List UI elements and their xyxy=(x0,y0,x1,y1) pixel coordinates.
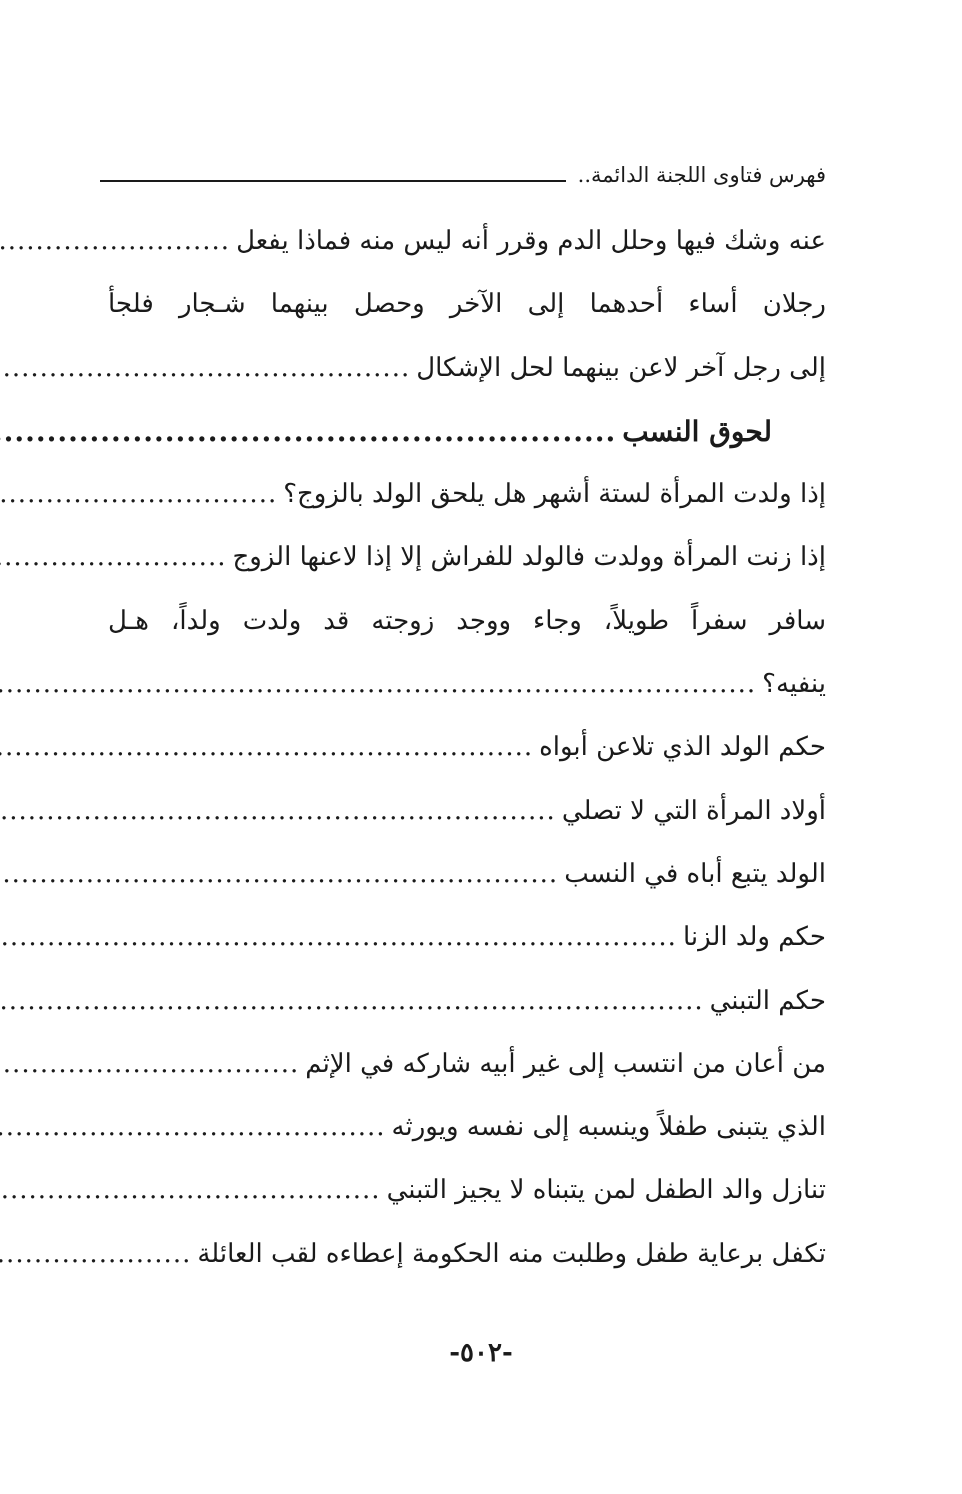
index-entry xyxy=(108,337,826,400)
index-entry xyxy=(108,1096,826,1159)
leader-dots xyxy=(0,1096,392,1159)
entry-title: سافر سفراً طويلاً، وجاء ووجد زوجته قد ولدت ولداً، هـل xyxy=(108,605,826,636)
header-rule xyxy=(100,180,566,182)
index-entry xyxy=(108,906,826,969)
leader-dots xyxy=(0,970,710,1033)
index-entry xyxy=(108,590,826,653)
entry-title: رجلان أساء أحدهما إلى الآخر وحصل بينهما شـجار فلجأ xyxy=(108,289,826,320)
entry-title: تكفل برعاية طفل وطلبت منه الحكومة إعطاءه لقب العائلة xyxy=(197,1238,826,1269)
index-entry xyxy=(108,273,826,336)
entry-title: إذا ولدت المرأة لستة أشهر هل يلحق الولد بالزوج؟ xyxy=(283,479,826,510)
entry-title: عنه وشك فيها وحلل الدم وقرر أنه ليس منه فماذا يفعل xyxy=(236,226,826,256)
index-entry xyxy=(108,526,826,589)
leader-dots xyxy=(0,210,236,273)
entry-title: حكم الولد الذي تلاعن أبواه xyxy=(539,732,826,763)
index-list xyxy=(108,210,826,1286)
entry-title: حكم ولد الزنا xyxy=(682,922,826,953)
leader-dots xyxy=(0,463,283,526)
leader-dots xyxy=(0,716,539,779)
index-entry xyxy=(108,716,826,779)
index-entry xyxy=(108,653,826,716)
leader-dots xyxy=(0,1159,387,1222)
running-header xyxy=(100,146,826,186)
index-entry xyxy=(108,780,826,843)
entry-title: الولد يتبع أباه في النسب xyxy=(564,858,826,889)
leader-dots xyxy=(0,843,564,906)
header-title: فهرس فتاوى اللجنة الدائمة.. xyxy=(577,163,826,187)
entry-title: الذي يتبنى طفلاً وينسبه إلى نفسه ويورثه xyxy=(391,1112,826,1143)
section-title: لحوق النسب xyxy=(622,414,772,448)
index-entry xyxy=(108,1033,826,1096)
index-entry xyxy=(108,210,826,273)
index-entry xyxy=(108,970,826,1033)
entry-title: حكم التبني xyxy=(709,985,826,1016)
leader-dots xyxy=(0,337,416,400)
entry-title: إذا زنت المرأة وولدت فالولد للفراش إلا إذا لاعنها الزوج xyxy=(232,542,826,573)
section-heading xyxy=(108,400,826,463)
leader-dots xyxy=(0,400,622,463)
leader-dots xyxy=(0,653,762,716)
entry-title: إلى رجل آخر لاعن بينهما لحل الإشكال xyxy=(416,352,826,383)
leader-dots xyxy=(0,780,562,843)
page-number: -٥٠٢- xyxy=(449,1338,513,1368)
leader-dots xyxy=(0,526,232,589)
leader-dots xyxy=(0,1223,197,1286)
index-entry xyxy=(108,843,826,906)
leader-dots xyxy=(0,906,683,969)
entry-title: أولاد المرأة التي لا تصلي xyxy=(561,795,826,826)
index-entry xyxy=(108,1223,826,1286)
leader-dots xyxy=(0,1033,305,1096)
index-entry xyxy=(108,1159,826,1222)
entry-title: ينفيه؟ xyxy=(762,669,826,700)
index-entry xyxy=(108,463,826,526)
entry-title: تنازل والد الطفل لمن يتبناه لا يجيز التبني xyxy=(386,1175,826,1206)
entry-title: من أعان من انتسب إلى غير أبيه شاركه في الإثم xyxy=(305,1048,826,1079)
